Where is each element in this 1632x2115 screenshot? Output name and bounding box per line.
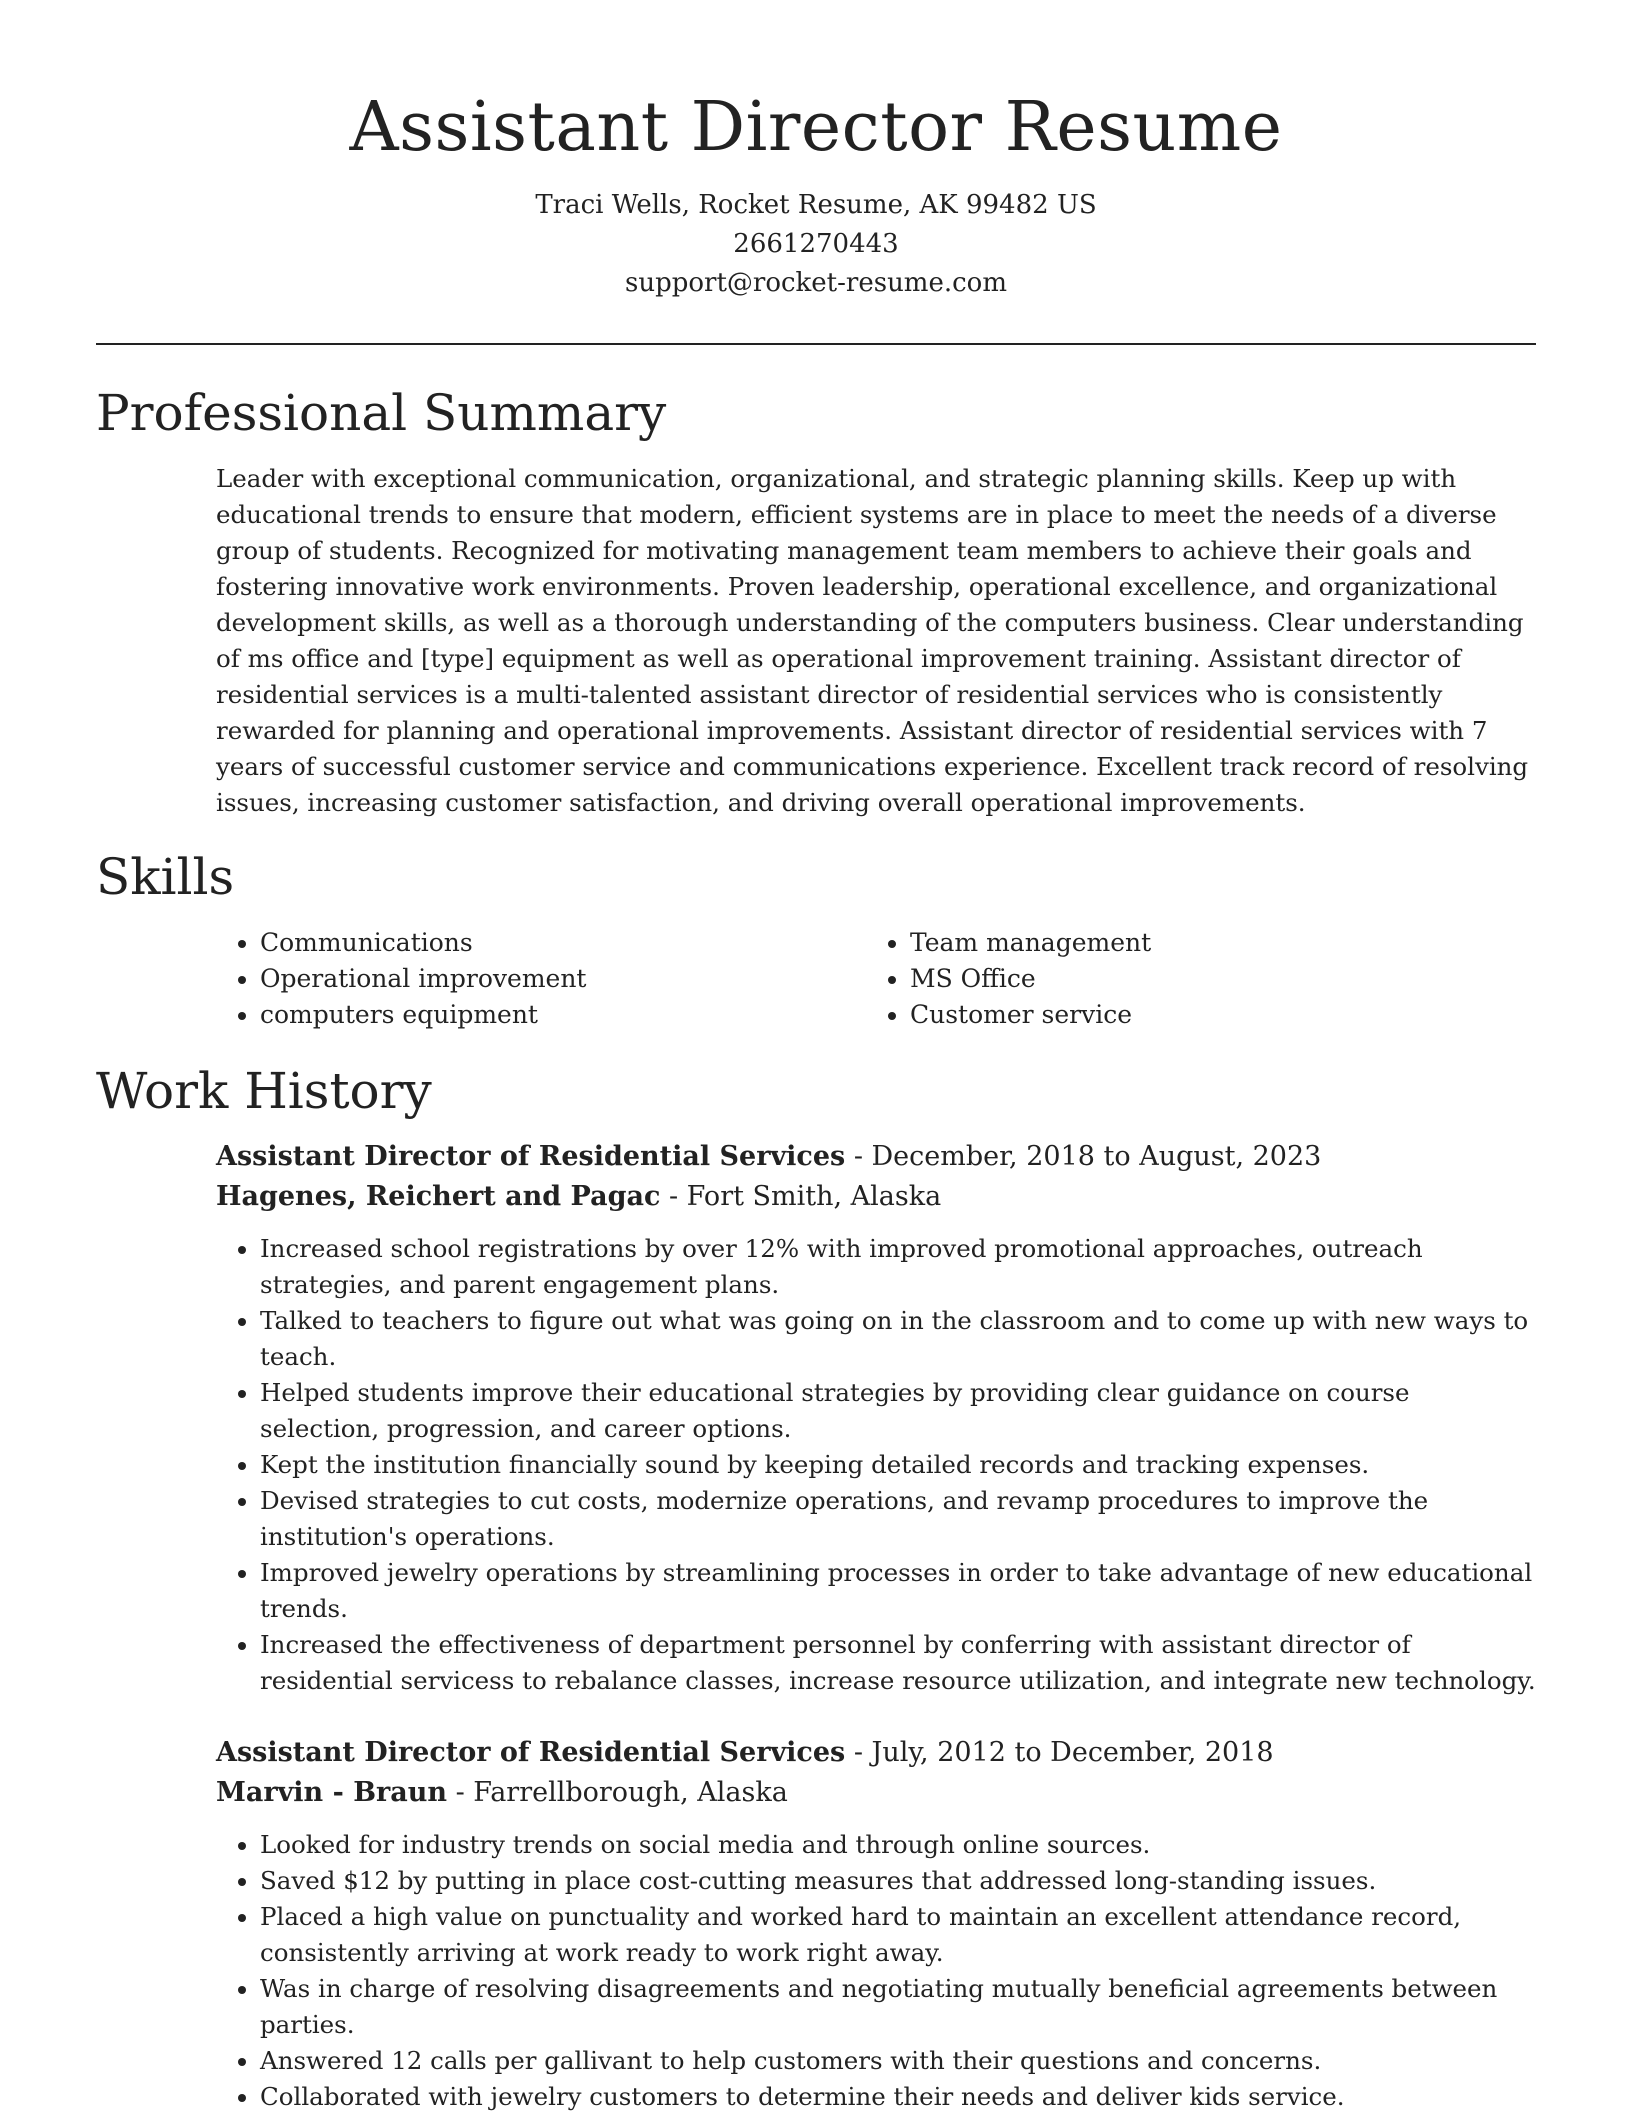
summary-heading: Professional Summary	[96, 384, 667, 442]
job-location: - Fort Smith, Alaska	[660, 1181, 942, 1212]
job-company: Marvin - Braun	[216, 1777, 447, 1808]
job-bullet: • Was in charge of resolving disagreements and negotiating mutually beneficial agreements between parties.	[260, 1971, 1536, 2043]
skill-item: • MS Office	[910, 961, 1516, 997]
header-divider	[96, 343, 1536, 345]
job-location: - Farrellborough, Alaska	[447, 1777, 788, 1808]
resume-title: Assistant Director Resume	[349, 88, 1283, 167]
contact-block	[96, 186, 1536, 303]
job-company: Hagenes, Reichert and Pagac	[216, 1181, 661, 1212]
job-title: Assistant Director of Residential Services	[216, 1737, 846, 1768]
job-title: Assistant Director of Residential Services	[216, 1141, 846, 1172]
job-dates: - July, 2012 to December, 2018	[845, 1737, 1274, 1768]
job-company-line	[216, 1177, 1536, 1217]
job-dates: - December, 2018 to August, 2023	[845, 1141, 1322, 1172]
job-entry	[216, 1733, 1536, 2115]
job-bullet: • Devised strategies to cut costs, modernize operations, and revamp procedures to improve the institution's operations.	[260, 1483, 1536, 1555]
job-bullet: • Kept the institution financially sound by keeping detailed records and tracking expenses.	[260, 1447, 1536, 1483]
resume-page	[96, 0, 1536, 2115]
job-bullet: • Increased school registrations by over 12% with improved promotional approaches, outreach strategies, and parent engagement plans.	[260, 1231, 1536, 1303]
skills-column-right	[866, 925, 1516, 1033]
job-bullet: • Collaborated with jewelry customers to determine their needs and deliver kids service.	[260, 2079, 1536, 2115]
job-bullet: • Saved $12 by putting in place cost-cutting measures that addressed long-standing issues.	[260, 1863, 1536, 1899]
job-bullet: • Answered 12 calls per gallivant to help customers with their questions and concerns.	[260, 2043, 1536, 2079]
summary-text: Leader with exceptional communication, organizational, and strategic planning skills. Keep up with educational trends to ensure that modern, efficient systems are in place to meet the needs of a diverse group of students. Recognized for motivating management team members to achieve their goals and fostering innovative work environments. Proven leadership, operational excellence, and organizational development skills, as well as a thorough understanding of the computers business. Clear understanding of ms office and [type] equipment as well as operational improvement training. Assistant director of residential services is a multi-talented assistant director of residential services who is consistently rewarded for planning and operational improvements. Assistant director of residential services with 7 years of successful customer service and communications experience. Excellent track record of resolving issues, increasing customer satisfaction, and driving overall operational improvements.	[216, 464, 1529, 817]
contact-address: Traci Wells, Rocket Resume, AK 99482 US	[535, 190, 1097, 220]
job-bullet: • Improved jewelry operations by streamlining processes in order to take advantage of new educational trends.	[260, 1555, 1536, 1627]
job-bullet: • Helped students improve their educational strategies by providing clear guidance on course selection, progression, and career options.	[260, 1375, 1536, 1447]
job-bullet: • Talked to teachers to figure out what was going on in the classroom and to come up with new ways to teach.	[260, 1303, 1536, 1375]
skills-heading: Skills	[96, 848, 235, 906]
job-entry	[216, 1137, 1536, 1699]
skill-item: • Communications	[260, 925, 866, 961]
job-title-line	[216, 1733, 1536, 1773]
work-history-heading: Work History	[96, 1062, 432, 1120]
job-bullet: • Increased the effectiveness of department personnel by conferring with assistant director of residential servicess to rebalance classes, increase resource utilization, and integrate new technology.	[260, 1627, 1536, 1699]
job-company-line	[216, 1773, 1536, 1813]
contact-phone: 2661270443	[733, 229, 899, 259]
skills-list	[216, 925, 1536, 1033]
skill-item: • computers equipment	[260, 997, 866, 1033]
skill-item: • Team management	[910, 925, 1516, 961]
skill-item: • Operational improvement	[260, 961, 866, 997]
job-bullet-list	[216, 1231, 1536, 1699]
contact-email: support@rocket-resume.com	[624, 268, 1007, 298]
job-bullet: • Placed a high value on punctuality and worked hard to maintain an excellent attendance record, consistently arriving at work ready to work right away.	[260, 1899, 1536, 1971]
skill-item: • Customer service	[910, 997, 1516, 1033]
job-title-line	[216, 1137, 1536, 1177]
skills-column-left	[216, 925, 866, 1033]
job-bullet-list	[216, 1827, 1536, 2115]
job-bullet: • Looked for industry trends on social media and through online sources.	[260, 1827, 1536, 1863]
